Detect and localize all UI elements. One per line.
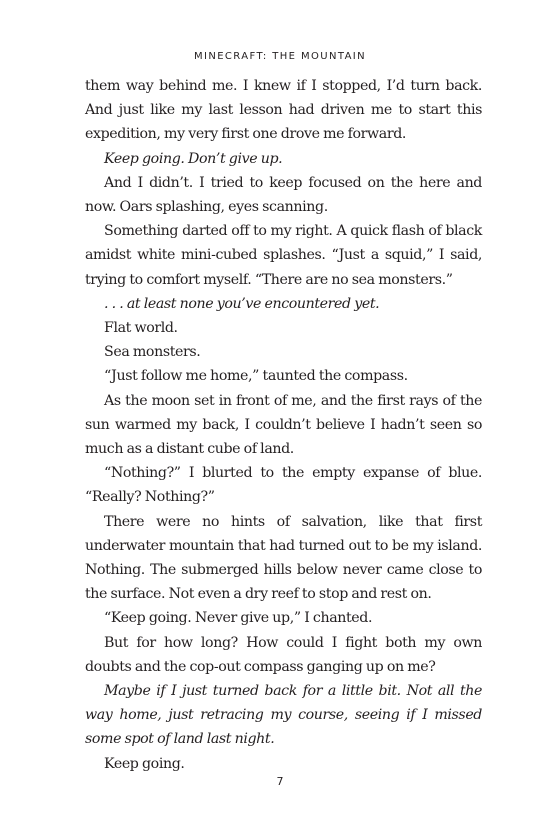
paragraph-italic: . . . at least none you’ve encountered yet. xyxy=(104,295,380,312)
paragraph: Keep going. xyxy=(104,755,185,772)
page-number: 7 xyxy=(276,775,284,788)
paragraph: “Nothing?” I blurted to the empty expanse of blue. “Really? Nothing?” xyxy=(85,465,482,506)
paragraph: Flat world. xyxy=(104,320,178,337)
paragraph-italic: Keep going. Don’t give up. xyxy=(104,150,283,167)
paragraph: “Just follow me home,” taunted the compass. xyxy=(104,368,408,385)
paragraph: There were no hints of salvation, like that first underwater mountain that had turned out to be my island. Nothing. The submerged hills below never came close to the surface. Not even a dry reef to stop and rest on. xyxy=(85,513,482,603)
paragraph: Sea monsters. xyxy=(104,344,201,361)
paragraph: Something darted off to my right. A quick flash of black amidst white mini-cubed splashes. “Just a squid,” I said, trying to comfort myself. “There are no sea monsters.” xyxy=(85,223,482,288)
paragraph: And I didn’t. I tried to keep focused on the here and now. Oars splashing, eyes scanning. xyxy=(85,174,482,216)
running-head: MINECRAFT: THE MOUNTAIN xyxy=(193,51,367,62)
paragraph-italic: Maybe if I just turned back for a little bit. Not all the way home, just retracing my course, seeing if I missed some spot of land last night. xyxy=(85,683,482,748)
paragraph: As the moon set in front of me, and the first rays of the sun warmed my back, I couldn’t believe I hadn’t seen so much as a distant cube of land. xyxy=(85,392,482,458)
paragraph: But for how long? How could I fight both my own doubts and the cop-out compass ganging up on me? xyxy=(85,634,482,675)
body-text xyxy=(85,74,482,776)
paragraph: them way behind me. I knew if I stopped, I’d turn back. And just like my last lesson had driven me to start this expedition, my very first one drove me forward. xyxy=(85,78,482,143)
paragraph: “Keep going. Never give up,” I chanted. xyxy=(104,610,373,627)
